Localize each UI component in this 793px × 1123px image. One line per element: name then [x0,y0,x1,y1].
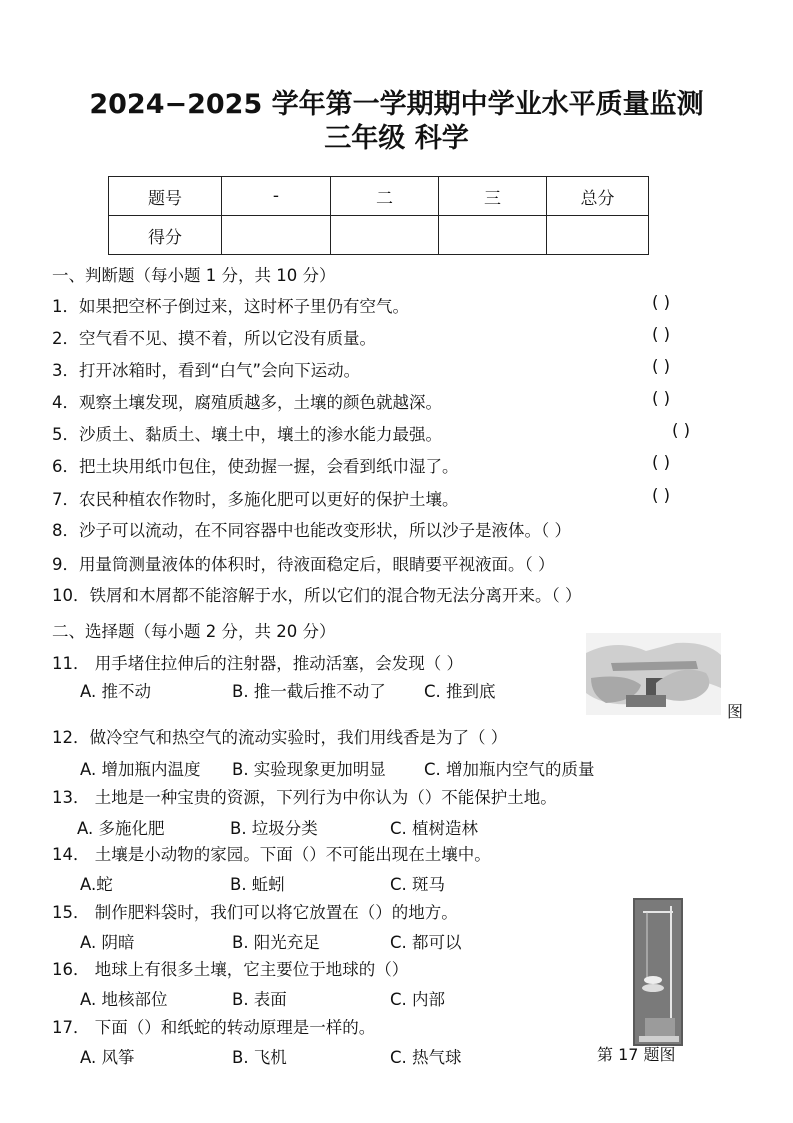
option-a[interactable]: A. 增加瓶内温度 [80,760,201,779]
section-heading: 二、选择题（每小题 2 分，共 20 分） [52,622,336,641]
option-c[interactable]: C. 增加瓶内空气的质量 [424,760,595,779]
option-c[interactable]: C. 内部 [390,990,446,1009]
question-9: 9．用量筒测量液体的体积时，待液面稳定后，眼睛要平视液面。（ ） [52,555,555,574]
answer-paren-5[interactable]: ( ) [672,421,691,440]
score-input-cell[interactable] [439,216,547,255]
question-16: 16． 地球上有很多土壤，它主要位于地球的（） [52,960,409,979]
exam-title: 2024−2025 学年第一学期期中学业水平质量监测 [89,89,704,120]
question-14: 14． 土壤是小动物的家园。下面（）不可能出现在土壤中。 [52,845,491,864]
option-a[interactable]: A. 多施化肥 [77,819,165,838]
question-12: 12．做冷空气和热空气的流动实验时，我们用线香是为了（ ） [52,728,508,747]
score-input-cell[interactable] [331,216,439,255]
score-input-cell[interactable] [547,216,649,255]
option-b[interactable]: B. 飞机 [232,1048,287,1067]
option-a[interactable]: A. 风筝 [80,1048,135,1067]
question-10: 10．铁屑和木屑都不能溶解于水，所以它们的混合物无法分离开来。（ ） [52,586,582,605]
option-b[interactable]: B. 蚯蚓 [230,875,285,894]
question-17: 17． 下面（）和纸蛇的转动原理是一样的。 [52,1018,376,1037]
question-5: 5．沙质土、黏质土、壤土中，壤土的渗水能力最强。 [52,425,442,444]
option-b[interactable]: B. 推一截后推不动了 [232,682,386,701]
question-15: 15． 制作肥料袋时，我们可以将它放置在（）的地方。 [52,903,458,922]
answer-paren-1[interactable]: ( ) [652,293,671,312]
option-c[interactable]: C. 都可以 [390,933,462,952]
answer-paren-2[interactable]: ( ) [652,325,671,344]
exam-subtitle: 三年级 科学 [324,123,469,154]
table-cell: - [222,177,331,216]
syringe-photo [586,633,721,715]
option-b[interactable]: B. 实验现象更加明显 [232,760,386,779]
table-cell: 题号 [109,177,222,216]
option-a[interactable]: A. 地核部位 [80,990,168,1009]
score-input-cell[interactable] [222,216,331,255]
option-c[interactable]: C. 斑马 [390,875,446,894]
table-cell: 三 [439,177,547,216]
table-row [109,216,649,255]
question-4: 4．观察土壤发现，腐殖质越多，土壤的颜色就越深。 [52,393,442,412]
answer-paren-3[interactable]: ( ) [652,357,671,376]
option-a[interactable]: A.蛇 [80,875,113,894]
question-11: 11． 用手堵住拉伸后的注射器，推动活塞，会发现（ ） [52,654,463,673]
option-c[interactable]: C. 推到底 [424,682,496,701]
option-a[interactable]: A. 推不动 [80,682,151,701]
answer-paren-4[interactable]: ( ) [652,389,671,408]
question-13: 13． 土地是一种宝贵的资源，下列行为中你认为（）不能保护土地。 [52,788,557,807]
question-2: 2．空气看不见、摸不着，所以它没有质量。 [52,329,376,348]
answer-paren-7[interactable]: ( ) [652,486,671,505]
table-cell: 得分 [109,216,222,255]
answer-paren-6[interactable]: ( ) [652,453,671,472]
option-b[interactable]: B. 垃圾分类 [230,819,318,838]
paper-snake-apparatus-photo [633,898,683,1046]
question-3: 3．打开冰箱时，看到“白气”会向下运动。 [52,361,361,380]
option-a[interactable]: A. 阴暗 [80,933,135,952]
table-row [109,177,649,216]
section-heading: 一、判断题（每小题 1 分，共 10 分） [52,266,336,285]
question-8: 8．沙子可以流动，在不同容器中也能改变形状，所以沙子是液体。（ ） [52,521,571,540]
option-c[interactable]: C. 植树造林 [390,819,479,838]
figure-caption-11: 图 [727,702,744,721]
figure-caption-17: 第 17 题图 [597,1045,676,1064]
score-table [108,176,649,255]
table-cell: 总分 [547,177,649,216]
table-cell: 二 [331,177,439,216]
option-c[interactable]: C. 热气球 [390,1048,462,1067]
option-b[interactable]: B. 阳光充足 [232,933,320,952]
question-6: 6．把土块用纸巾包住，使劲握一握，会看到纸巾湿了。 [52,457,459,476]
option-b[interactable]: B. 表面 [232,990,287,1009]
question-7: 7．农民种植农作物时，多施化肥可以更好的保护土壤。 [52,490,459,509]
question-1: 1．如果把空杯子倒过来，这时杯子里仍有空气。 [52,297,409,316]
